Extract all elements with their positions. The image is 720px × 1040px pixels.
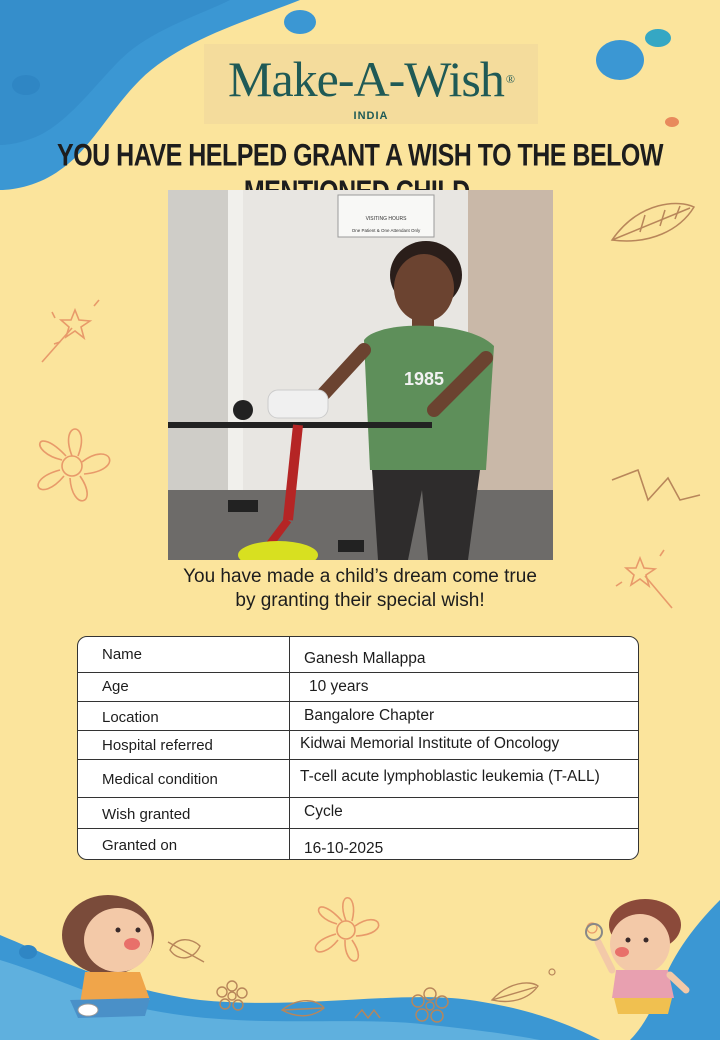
logo-name: Make-A-Wish	[228, 51, 504, 107]
table-row	[78, 701, 638, 731]
wish-details-table	[77, 636, 639, 860]
row-value: 10 years	[309, 678, 369, 695]
make-a-wish-logo	[204, 44, 538, 124]
table-row	[78, 828, 638, 860]
notice-line: One Patient & One Attendant Only	[351, 228, 421, 233]
boy-illustration	[586, 899, 686, 1014]
row-value: Kidwai Memorial Institute of Oncology	[300, 735, 560, 752]
table-row	[78, 759, 638, 798]
page-heading: YOU HAVE HELPED GRANT A WISH TO THE BELOW	[57, 138, 663, 173]
blob	[645, 29, 671, 47]
blob	[665, 117, 679, 127]
table-row	[78, 672, 638, 702]
child-photo	[168, 190, 553, 560]
row-label: Location	[102, 709, 159, 726]
table-row	[78, 797, 638, 829]
blob	[596, 40, 644, 80]
row-value: 16-10-2025	[304, 840, 384, 857]
flower-icon	[38, 429, 110, 501]
photo-illustration	[168, 190, 553, 560]
row-value: Ganesh Mallappa	[304, 650, 426, 667]
shirt-print: 1985	[404, 369, 445, 389]
notice-heading: VISITING HOURS	[365, 216, 407, 222]
dot	[549, 969, 555, 975]
blob	[12, 75, 40, 95]
row-label: Age	[102, 678, 129, 695]
leaf-icon	[492, 983, 538, 1002]
blob	[284, 10, 316, 34]
row-value: Bangalore Chapter	[304, 707, 435, 724]
tagline-line-1: You have made a child’s dream come true	[183, 566, 537, 587]
flower-icon	[315, 898, 378, 961]
leaf-icon	[168, 940, 204, 962]
tagline-line-2: by granting their special wish!	[235, 590, 485, 611]
registered-mark: ®	[505, 72, 514, 86]
row-label: Granted on	[102, 837, 178, 854]
row-value: T-cell acute lymphoblastic leukemia (T-ALL)	[300, 768, 600, 785]
table-row	[78, 637, 638, 672]
row-label: Medical condition	[102, 771, 218, 788]
zigzag-doodle	[612, 470, 700, 500]
row-value: Cycle	[304, 803, 343, 820]
blob	[19, 945, 37, 959]
row-label: Wish granted	[102, 806, 191, 823]
logo-subtitle: INDIA	[353, 110, 389, 122]
row-label: Hospital referred	[102, 737, 213, 754]
row-label: Name	[102, 646, 143, 663]
magic-wand-icon	[42, 300, 99, 362]
table-row	[78, 730, 638, 760]
tagline	[0, 565, 720, 613]
